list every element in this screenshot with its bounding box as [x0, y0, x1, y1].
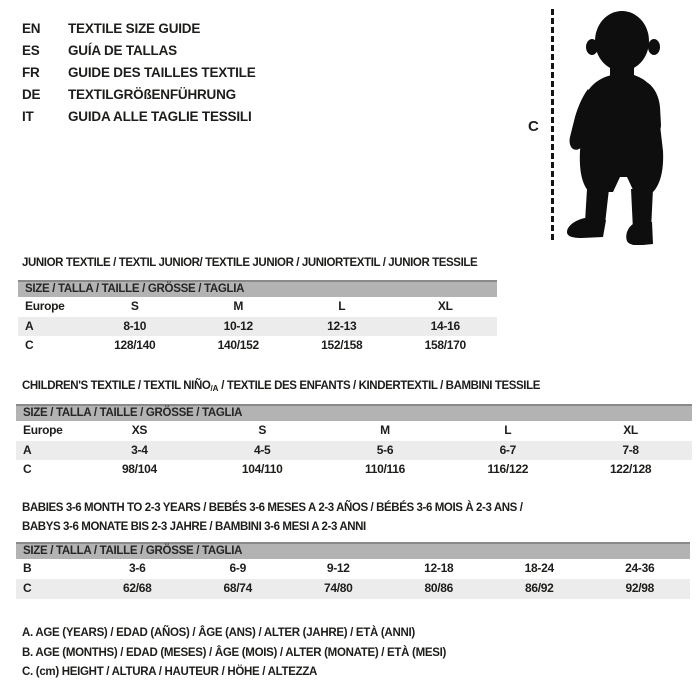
size-header-bar: SIZE / TALLA / TAILLE / GRÖSSE / TAGLIA [16, 542, 690, 559]
row-label-cell: C [23, 580, 32, 595]
table-row [18, 297, 497, 317]
size-value-cell: L [504, 423, 512, 437]
junior-size-table [18, 280, 497, 356]
size-value-cell: S [130, 299, 139, 313]
language-row [22, 18, 256, 40]
children-title-text: / TEXTILE DES ENFANTS / KINDERTEXTIL / BAMBINI TESSILE [218, 380, 540, 392]
language-code: ES [22, 43, 40, 58]
size-value-cell: 62/68 [122, 580, 152, 595]
size-value-cell: 122/128 [609, 462, 652, 476]
size-value-cell: 128/140 [114, 338, 156, 352]
babies-title-line2: BABYS 3-6 MONATE BIS 2-3 JAHRE / BAMBINI 3-6 MESI A 2-3 ANNI [22, 521, 366, 533]
language-label: GUÍA DE TALLAS [68, 43, 177, 58]
table-row [18, 336, 497, 356]
size-value-cell: 14-16 [430, 318, 460, 333]
children-size-table [16, 404, 692, 480]
footnote-a: A. AGE (YEARS) / EDAD (AÑOS) / ÂGE (ANS) / ALTER (JAHRE) / ETÀ (ANNI) [22, 627, 415, 639]
footnote-c: C. (cm) HEIGHT / ALTURA / HAUTEUR / HÖHE / ALTEZZA [22, 666, 318, 679]
size-value-cell: 6-9 [229, 561, 246, 575]
language-label: GUIDA ALLE TAGLIE TESSILI [68, 109, 252, 124]
babies-title-line1: BABIES 3-6 MONTH TO 2-3 YEARS / BEBÉS 3-6 MESES A 2-3 AÑOS / BÉBÉS 3-6 MOIS À 2-3 ANS / [22, 502, 523, 514]
size-value-cell: 10-12 [223, 318, 253, 333]
children-section-title [22, 379, 540, 396]
language-code: IT [22, 109, 34, 124]
babies-size-table [16, 542, 690, 599]
size-value-cell: 152/158 [321, 338, 363, 352]
row-label-cell: A [25, 318, 34, 333]
language-row [22, 62, 256, 84]
language-label: GUIDE DES TAILLES TEXTILE [68, 65, 256, 80]
size-value-cell: 80/86 [424, 580, 454, 595]
size-value-cell: M [380, 423, 390, 437]
language-row [22, 84, 256, 106]
language-code: FR [22, 65, 40, 80]
language-row [22, 40, 256, 62]
size-value-cell: 6-7 [499, 442, 517, 457]
size-value-cell: XL [623, 423, 638, 437]
row-label-cell: C [25, 338, 34, 352]
children-title-text: CHILDREN'S TEXTILE / TEXTIL NIÑO [22, 380, 211, 392]
language-header [22, 18, 256, 128]
babies-section-title [22, 499, 523, 537]
height-measure-label: C [528, 118, 539, 135]
size-value-cell: 104/110 [241, 462, 283, 476]
size-value-cell: 18-24 [524, 561, 554, 575]
size-value-cell: 92/98 [625, 580, 655, 595]
size-header-bar: SIZE / TALLA / TAILLE / GRÖSSE / TAGLIA [16, 404, 692, 421]
language-row [22, 106, 256, 128]
height-dashed-line [551, 9, 554, 240]
size-value-cell: 158/170 [424, 338, 466, 352]
language-code: EN [22, 21, 41, 36]
size-value-cell: 98/104 [121, 462, 157, 476]
size-value-cell: XL [437, 299, 453, 313]
children-title-subscript: /A [210, 384, 219, 393]
language-code: DE [22, 87, 41, 102]
size-value-cell: 3-6 [129, 561, 146, 575]
size-value-cell: 3-4 [131, 442, 148, 457]
size-value-cell: XS [131, 423, 148, 437]
size-value-cell: 86/92 [524, 580, 554, 595]
size-value-cell: 7-8 [622, 442, 639, 457]
language-label: TEXTILE SIZE GUIDE [68, 21, 201, 36]
size-value-cell: 12-18 [424, 561, 454, 575]
table-row [16, 460, 692, 480]
size-header-bar: SIZE / TALLA / TAILLE / GRÖSSE / TAGLIA [18, 280, 497, 297]
size-value-cell: 116/122 [487, 462, 529, 476]
size-value-cell: 12-13 [327, 318, 357, 333]
table-row [18, 317, 497, 337]
row-label-cell: Europe [23, 423, 63, 437]
row-label-cell: C [23, 462, 32, 476]
size-value-cell: 9-12 [326, 561, 350, 575]
size-value-cell: 68/74 [223, 580, 253, 595]
table-row [16, 559, 690, 579]
size-value-cell: 5-6 [376, 442, 394, 457]
table-row [16, 421, 692, 441]
table-row [16, 441, 692, 461]
toddler-silhouette-icon [556, 5, 696, 245]
size-value-cell: 110/116 [365, 462, 405, 476]
size-value-cell: S [258, 423, 267, 437]
junior-section-title: JUNIOR TEXTILE / TEXTIL JUNIOR/ TEXTILE JUNIOR / JUNIORTEXTIL / JUNIOR TESSILE [22, 257, 478, 269]
size-value-cell: 4-5 [253, 442, 271, 457]
size-value-cell: 74/80 [323, 580, 353, 595]
row-label-cell: Europe [25, 299, 65, 313]
row-label-cell: B [23, 561, 32, 575]
size-value-cell: M [233, 299, 244, 313]
footnotes [22, 624, 446, 683]
size-value-cell: 8-10 [123, 318, 147, 333]
size-value-cell: L [338, 299, 346, 313]
footnote-b: B. AGE (MONTHS) / EDAD (MESES) / ÂGE (MOIS) / ALTER (MONATE) / ETÀ (MESI) [22, 646, 447, 659]
language-label: TEXTILGRÖßENFÜHRUNG [68, 87, 236, 102]
table-row [16, 579, 690, 599]
size-value-cell: 140/152 [217, 338, 259, 352]
size-value-cell: 24-36 [625, 561, 655, 575]
row-label-cell: A [23, 442, 32, 457]
